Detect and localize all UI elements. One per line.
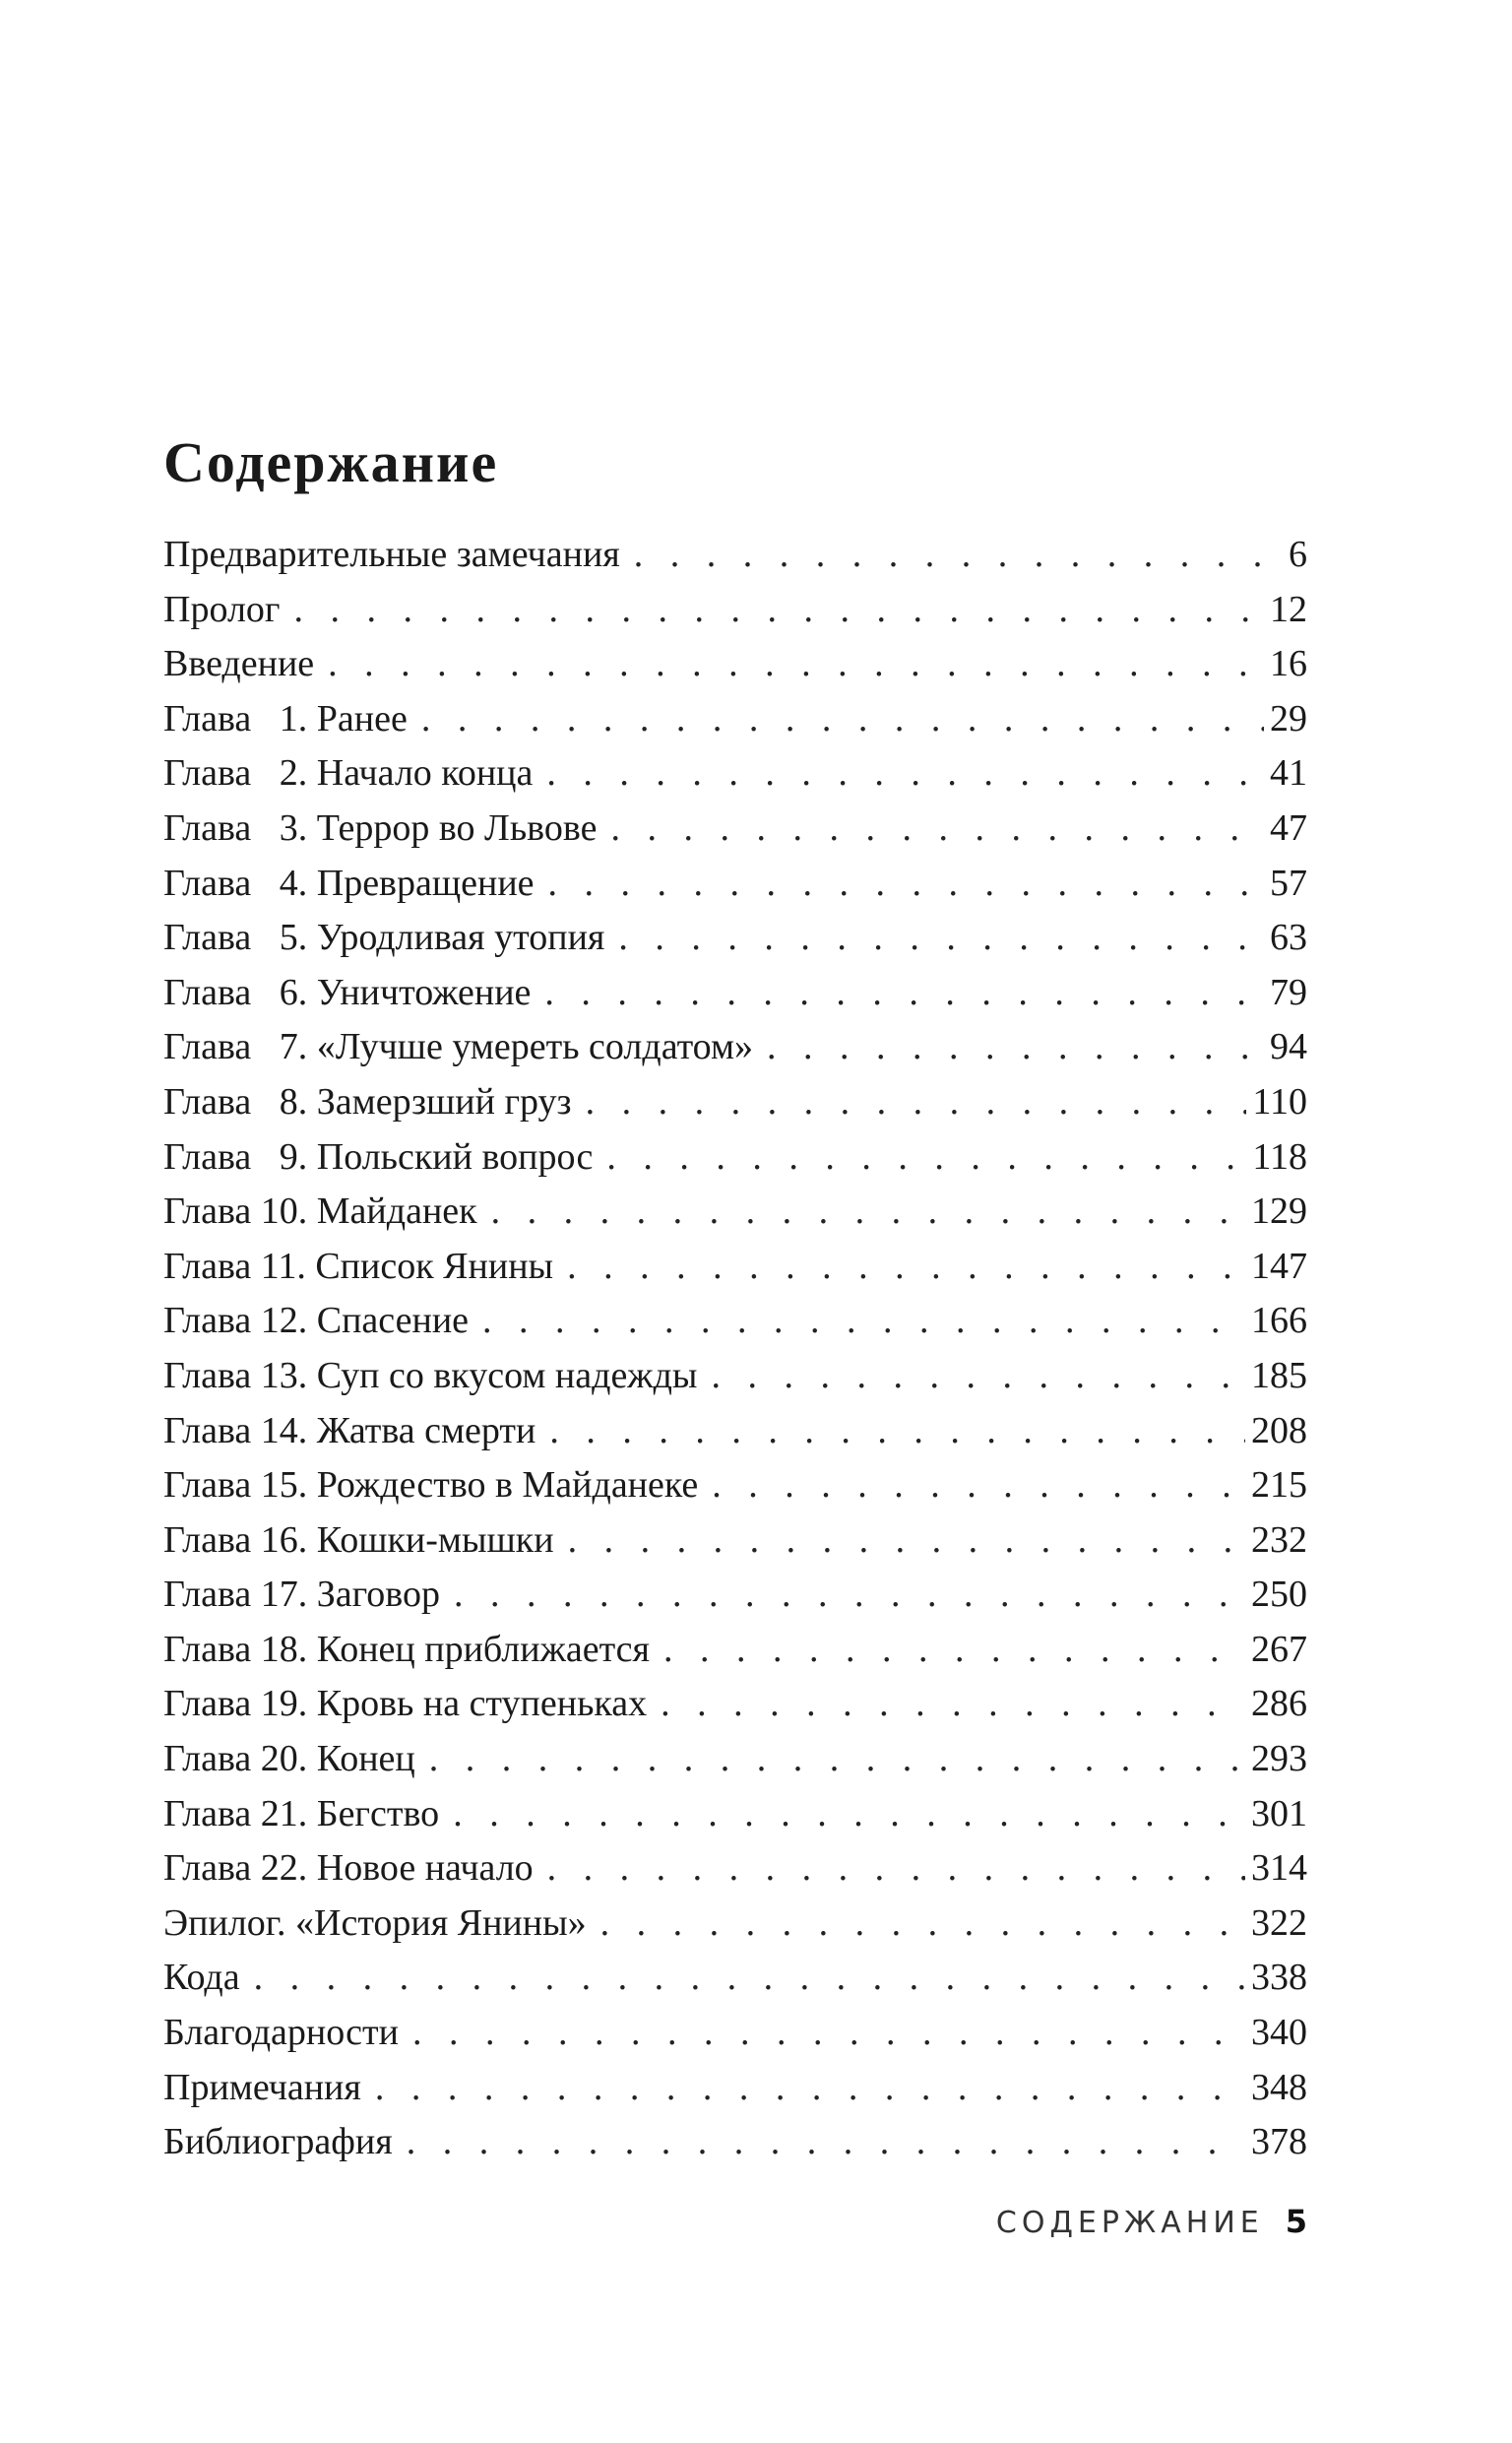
toc-entry[interactable] bbox=[163, 857, 1307, 912]
toc-leader-dots bbox=[328, 637, 1264, 692]
toc-entry[interactable] bbox=[163, 1951, 1307, 2006]
toc-entry-label: Глава 11. Список Янины bbox=[163, 1245, 554, 1287]
toc-entry-label: Пролог bbox=[163, 588, 281, 630]
toc-leader-dots bbox=[407, 2115, 1245, 2170]
toc-entry-page: 378 bbox=[1251, 2121, 1307, 2163]
toc-leader-dots bbox=[429, 1732, 1245, 1787]
toc-leader-dots bbox=[618, 911, 1264, 966]
toc-entry-label: Глава 2. Начало конца bbox=[163, 752, 534, 795]
toc-entry[interactable] bbox=[163, 2061, 1307, 2116]
toc-entry-page: 47 bbox=[1270, 806, 1307, 849]
toc-entry-page: 340 bbox=[1251, 2012, 1307, 2054]
toc-leader-dots bbox=[254, 1951, 1245, 2006]
toc-entry-page: 147 bbox=[1251, 1245, 1307, 1287]
toc-entry-page: 232 bbox=[1251, 1518, 1307, 1561]
toc-entry-page: 63 bbox=[1270, 917, 1307, 959]
toc-entry-page: 57 bbox=[1270, 862, 1307, 904]
toc-entry-label: Глава 10. Майданек bbox=[163, 1190, 477, 1233]
toc-leader-dots bbox=[661, 1677, 1245, 1732]
toc-entry-page: 348 bbox=[1251, 2066, 1307, 2108]
toc-entry-page: 250 bbox=[1251, 1574, 1307, 1616]
toc-entry-label: Глава 17. Заговор bbox=[163, 1574, 440, 1616]
toc-entry-label: Глава 3. Террор во Львове bbox=[163, 806, 598, 849]
toc-entry[interactable] bbox=[163, 1732, 1307, 1787]
toc-entry[interactable] bbox=[163, 528, 1307, 583]
toc-entry-label: Глава 16. Кошки-мышки bbox=[163, 1518, 554, 1561]
toc-leader-dots bbox=[586, 1075, 1247, 1130]
toc-entry[interactable] bbox=[163, 1130, 1307, 1186]
toc-entry[interactable] bbox=[163, 1623, 1307, 1678]
toc-entry[interactable] bbox=[163, 1294, 1307, 1349]
toc-leader-dots bbox=[375, 2061, 1245, 2116]
toc-entry-page: 16 bbox=[1270, 643, 1307, 685]
toc-entry-page: 166 bbox=[1251, 1300, 1307, 1342]
toc-entry-label: Глава 7. «Лучше умереть солдатом» bbox=[163, 1026, 754, 1068]
toc-entry-page: 267 bbox=[1251, 1628, 1307, 1670]
toc-entry-label: Глава 6. Уничтожение bbox=[163, 971, 532, 1013]
toc-leader-dots bbox=[544, 966, 1264, 1021]
toc-entry-label: Глава 5. Уродливая утопия bbox=[163, 917, 605, 959]
toc-entry[interactable] bbox=[163, 1841, 1307, 1897]
toc-entry-page: 118 bbox=[1252, 1135, 1307, 1178]
toc-entry-label: Благодарности bbox=[163, 2012, 399, 2054]
page-number: 5 bbox=[1285, 2203, 1307, 2240]
running-head: СОДЕРЖАНИЕ bbox=[995, 2206, 1264, 2240]
toc-entry[interactable] bbox=[163, 746, 1307, 802]
toc-leader-dots bbox=[421, 692, 1264, 747]
table-of-contents bbox=[163, 528, 1307, 2170]
toc-entry-page: 6 bbox=[1289, 534, 1307, 575]
toc-entry-label: Глава 4. Превращение bbox=[163, 862, 535, 904]
toc-entry[interactable] bbox=[163, 2006, 1307, 2061]
toc-entry-page: 215 bbox=[1251, 1464, 1307, 1507]
toc-entry-page: 301 bbox=[1251, 1792, 1307, 1834]
toc-leader-dots bbox=[568, 1513, 1245, 1569]
toc-leader-dots bbox=[634, 528, 1283, 583]
toc-entry[interactable] bbox=[163, 966, 1307, 1021]
toc-entry[interactable] bbox=[163, 1349, 1307, 1404]
toc-entry-label: Предварительные замечания bbox=[163, 534, 620, 575]
toc-entry[interactable] bbox=[163, 1897, 1307, 1952]
toc-leader-dots bbox=[294, 583, 1265, 638]
toc-leader-dots bbox=[547, 1841, 1245, 1897]
toc-entry[interactable] bbox=[163, 1787, 1307, 1842]
toc-entry[interactable] bbox=[163, 1677, 1307, 1732]
toc-entry[interactable] bbox=[163, 637, 1307, 692]
toc-entry[interactable] bbox=[163, 802, 1307, 857]
toc-entry-label: Примечания bbox=[163, 2066, 361, 2108]
toc-entry-label: Глава 8. Замерзший груз bbox=[163, 1080, 572, 1123]
toc-leader-dots bbox=[600, 1897, 1245, 1952]
toc-entry-page: 208 bbox=[1251, 1409, 1307, 1451]
toc-entry[interactable] bbox=[163, 1185, 1307, 1240]
toc-entry[interactable] bbox=[163, 583, 1307, 638]
toc-leader-dots bbox=[567, 1240, 1245, 1295]
toc-leader-dots bbox=[711, 1349, 1245, 1404]
toc-entry-label: Глава 22. Новое начало bbox=[163, 1847, 534, 1890]
toc-entry-page: 338 bbox=[1251, 1957, 1307, 1999]
toc-entry-page: 129 bbox=[1251, 1190, 1307, 1233]
toc-entry-label: Библиография bbox=[163, 2121, 393, 2163]
toc-leader-dots bbox=[606, 1130, 1246, 1186]
toc-leader-dots bbox=[610, 802, 1264, 857]
toc-leader-dots bbox=[546, 746, 1264, 802]
toc-entry-page: 41 bbox=[1270, 752, 1307, 795]
toc-leader-dots bbox=[491, 1185, 1245, 1240]
toc-entry[interactable] bbox=[163, 1404, 1307, 1459]
toc-entry-label: Глава 21. Бегство bbox=[163, 1792, 440, 1834]
page-footer bbox=[996, 2203, 1307, 2240]
toc-entry-page: 314 bbox=[1251, 1847, 1307, 1890]
toc-entry-page: 110 bbox=[1252, 1080, 1307, 1123]
toc-entry-page: 322 bbox=[1251, 1901, 1307, 1944]
toc-entry[interactable] bbox=[163, 1513, 1307, 1569]
page-title: Содержание bbox=[163, 429, 499, 494]
toc-leader-dots bbox=[548, 857, 1264, 912]
toc-entry-page: 286 bbox=[1251, 1683, 1307, 1725]
toc-entry-label: Введение bbox=[163, 643, 315, 685]
toc-leader-dots bbox=[712, 1458, 1245, 1513]
toc-entry-label: Глава 12. Спасение bbox=[163, 1300, 470, 1342]
toc-leader-dots bbox=[767, 1020, 1264, 1075]
toc-entry-page: 29 bbox=[1270, 697, 1307, 739]
toc-entry-label: Глава 1. Ранее bbox=[163, 697, 408, 739]
toc-entry-page: 185 bbox=[1251, 1354, 1307, 1396]
toc-entry-label: Глава 13. Суп со вкусом надежды bbox=[163, 1354, 698, 1396]
toc-entry[interactable] bbox=[163, 2115, 1307, 2170]
toc-leader-dots bbox=[482, 1294, 1245, 1349]
toc-entry-label: Эпилог. «История Янины» bbox=[163, 1901, 587, 1944]
toc-entry-page: 94 bbox=[1270, 1026, 1307, 1068]
toc-entry[interactable] bbox=[163, 1240, 1307, 1295]
toc-entry[interactable] bbox=[163, 1458, 1307, 1513]
toc-entry[interactable] bbox=[163, 1075, 1307, 1130]
toc-entry-page: 293 bbox=[1251, 1738, 1307, 1780]
toc-entry-page: 79 bbox=[1270, 971, 1307, 1013]
toc-entry-label: Глава 18. Конец приближается bbox=[163, 1628, 650, 1670]
toc-leader-dots bbox=[412, 2006, 1245, 2061]
toc-entry-label: Глава 9. Польский вопрос bbox=[163, 1135, 594, 1178]
toc-entry-label: Глава 19. Кровь на ступеньках bbox=[163, 1683, 648, 1725]
toc-entry[interactable] bbox=[163, 911, 1307, 966]
toc-leader-dots bbox=[549, 1404, 1245, 1459]
toc-leader-dots bbox=[454, 1568, 1245, 1623]
toc-entry[interactable] bbox=[163, 692, 1307, 747]
toc-entry-label: Глава 14. Жатва смерти bbox=[163, 1409, 536, 1451]
toc-entry-label: Глава 15. Рождество в Майданеке bbox=[163, 1464, 699, 1507]
toc-entry-label: Кода bbox=[163, 1957, 240, 1999]
toc-leader-dots bbox=[453, 1787, 1245, 1842]
toc-entry[interactable] bbox=[163, 1020, 1307, 1075]
toc-entry-label: Глава 20. Конец bbox=[163, 1738, 415, 1780]
toc-entry[interactable] bbox=[163, 1568, 1307, 1623]
toc-leader-dots bbox=[663, 1623, 1245, 1678]
toc-entry-page: 12 bbox=[1270, 588, 1307, 630]
